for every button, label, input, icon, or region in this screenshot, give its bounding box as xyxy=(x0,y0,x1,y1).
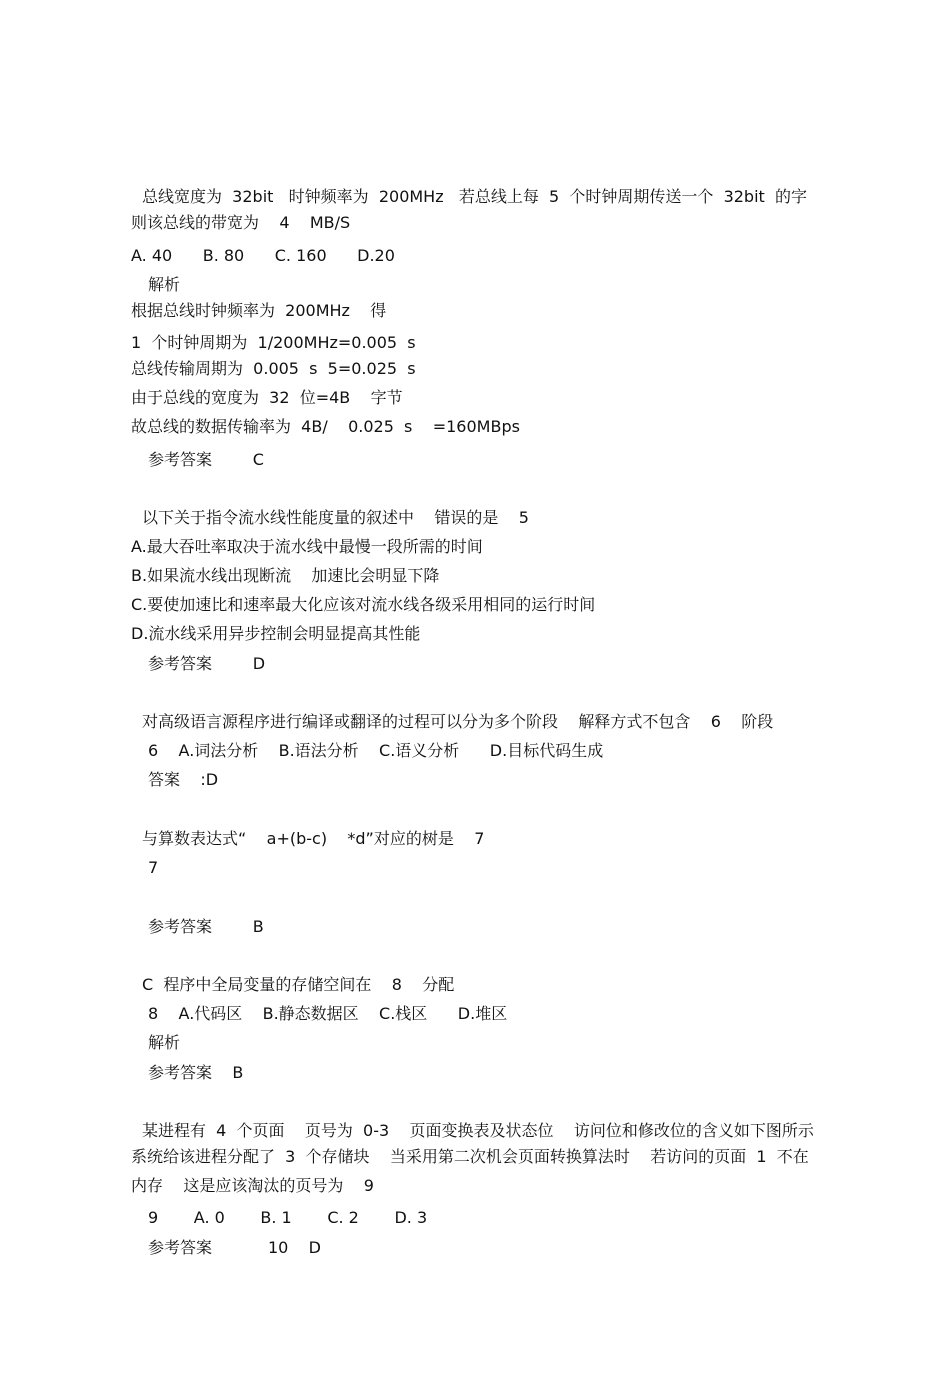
q1-analysis-label: 解析 xyxy=(148,275,181,294)
q1-analysis-line4: 由于总线的宽度为 32 位=4B 字节 xyxy=(131,388,403,407)
q5-answer: 参考答案 B xyxy=(148,1063,244,1082)
q3-stem: 对高级语言源程序进行编译或翻译的过程可以分为多个阶段 解释方式不包含 6 阶段 xyxy=(142,712,774,731)
q5-stem: C 程序中全局变量的存储空间在 8 分配 xyxy=(142,975,455,994)
q1-analysis-line1: 根据总线时钟频率为 200MHz 得 xyxy=(131,301,387,320)
q1-analysis-line5: 故总线的数据传输率为 4B/ 0.025 s =160MBps xyxy=(131,417,520,436)
q3-answer: 答案 :D xyxy=(148,770,219,789)
q2-answer: 参考答案 D xyxy=(148,654,266,673)
q1-stem-line1: 总线宽度为 32bit 时钟频率为 200MHz 若总线上每 5 个时钟周期传送一个 32bit 的字 xyxy=(142,187,807,206)
q1-analysis-line3: 总线传输周期为 0.005 s 5=0.025 s xyxy=(131,359,416,378)
q2-option-b: B.如果流水线出现断流 加速比会明显下降 xyxy=(131,566,440,585)
q5-analysis-label: 解析 xyxy=(148,1033,181,1052)
q1-stem-line2: 则该总线的带宽为 4 MB/S xyxy=(131,213,351,232)
q4-stem: 与算数表达式“ a+(b-c) *d”对应的树是 7 xyxy=(142,829,485,848)
q1-answer: 参考答案 C xyxy=(148,450,264,469)
q2-option-c: C.要使加速比和速率最大化应该对流水线各级采用相同的运行时间 xyxy=(131,595,596,614)
q4-answer: 参考答案 B xyxy=(148,917,264,936)
q6-answer: 参考答案 10 D xyxy=(148,1238,321,1257)
q2-stem: 以下关于指令流水线性能度量的叙述中 错误的是 5 xyxy=(142,508,529,527)
q1-analysis-line2: 1 个时钟周期为 1/200MHz=0.005 s xyxy=(131,333,416,352)
q6-stem-line1: 某进程有 4 个页面 页号为 0-3 页面变换表及状态位 访问位和修改位的含义如下图所示 xyxy=(142,1121,814,1140)
q6-options: 9 A. 0 B. 1 C. 2 D. 3 xyxy=(148,1208,428,1227)
q6-stem-line3: 内存 这是应该淘汰的页号为 9 xyxy=(131,1176,374,1195)
q4-blank: 7 xyxy=(148,858,159,877)
q2-option-d: D.流水线采用异步控制会明显提高其性能 xyxy=(131,624,421,643)
q3-options: 6 A.词法分析 B.语法分析 C.语义分析 D.目标代码生成 xyxy=(148,741,604,760)
q5-options: 8 A.代码区 B.静态数据区 C.栈区 D.堆区 xyxy=(148,1004,508,1023)
q2-option-a: A.最大吞吐率取决于流水线中最慢一段所需的时间 xyxy=(131,537,483,556)
q1-options: A. 40 B. 80 C. 160 D.20 xyxy=(131,246,395,265)
q6-stem-line2: 系统给该进程分配了 3 个存储块 当采用第二次机会页面转换算法时 若访问的页面 1 不在 xyxy=(131,1147,809,1166)
